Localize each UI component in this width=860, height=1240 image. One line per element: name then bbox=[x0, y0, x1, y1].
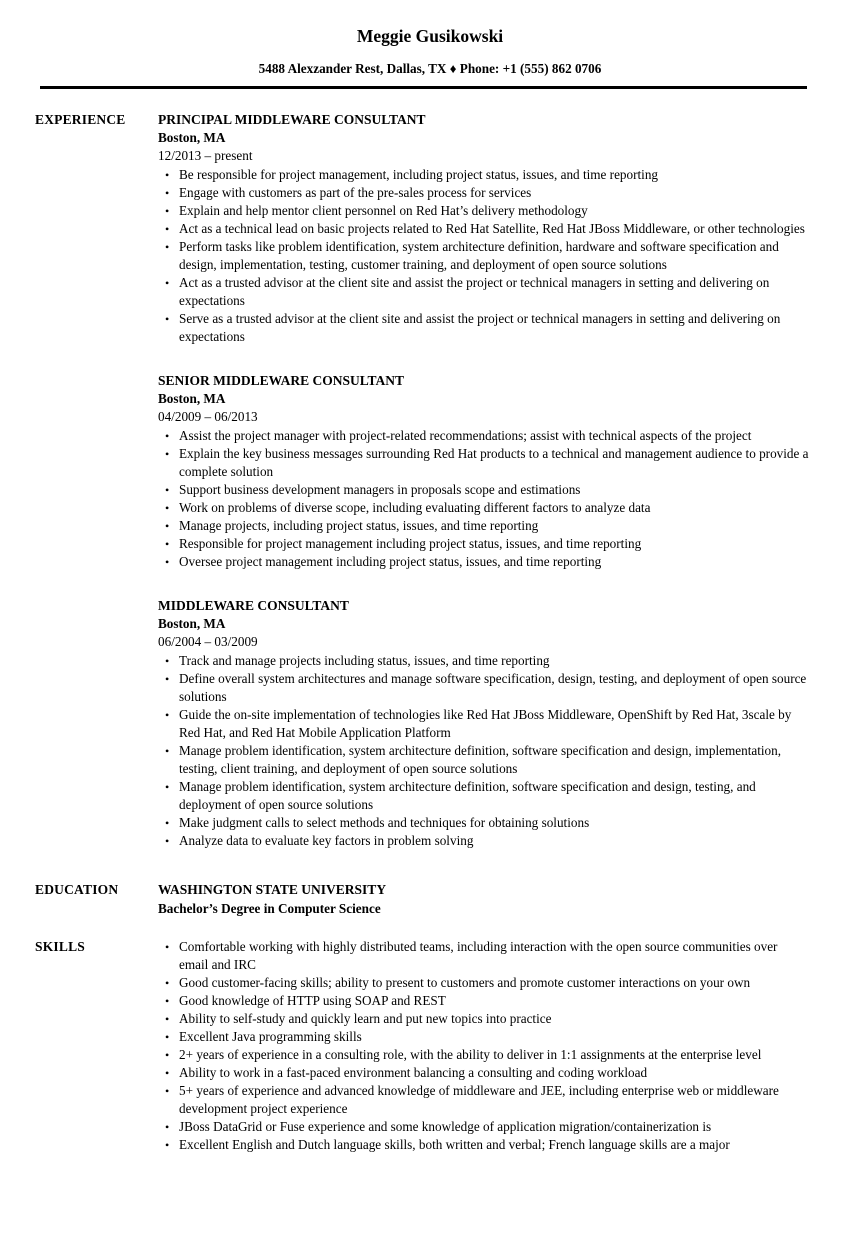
job-title: PRINCIPAL MIDDLEWARE CONSULTANT bbox=[158, 111, 426, 127]
bullet-item: • Good knowledge of HTTP using SOAP and REST bbox=[158, 992, 810, 1010]
bullet-item: • Serve as a trusted advisor at the client site and assist the project or technical managers in setting and delivering on expectations bbox=[158, 310, 810, 346]
bullet-item: • Be responsible for project management, including project status, issues, and time reporting bbox=[158, 166, 810, 184]
bullet-item: • Make judgment calls to select methods and techniques for obtaining solutions bbox=[158, 814, 810, 832]
experience-content bbox=[158, 110, 810, 850]
bullet-item: • Engage with customers as part of the pre-sales process for services bbox=[158, 184, 810, 202]
bullet-item: • Support business development managers in proposals scope and estimations bbox=[158, 481, 810, 499]
job-entry-principal-middleware-consultant bbox=[158, 110, 810, 346]
job-title: SENIOR MIDDLEWARE CONSULTANT bbox=[158, 372, 405, 388]
bullet-item: • Good customer-facing skills; ability to present to customers and promote customer interactions on your own bbox=[158, 974, 810, 992]
bullet-item: • Track and manage projects including status, issues, and time reporting bbox=[158, 652, 810, 670]
bullet-item: • Comfortable working with highly distributed teams, including interaction with the open source communities over email and IRC bbox=[158, 938, 810, 974]
bullet-item: • Manage projects, including project status, issues, and time reporting bbox=[158, 517, 810, 535]
degree: Bachelor’s Degree in Computer Science bbox=[158, 900, 381, 916]
bullet-item: • Ability to self-study and quickly learn and put new topics into practice bbox=[158, 1010, 810, 1028]
bullet-item: • Assist the project manager with project-related recommendations; assist with technical aspects of the project bbox=[158, 427, 810, 445]
bullet-item: • 2+ years of experience in a consulting role, with the ability to deliver in 1:1 assignments at the enterprise level bbox=[158, 1046, 810, 1064]
education-section bbox=[35, 880, 810, 918]
job-bullet-list bbox=[158, 166, 810, 346]
bullet-item: • Explain and help mentor client personnel on Red Hat’s delivery methodology bbox=[158, 202, 810, 220]
contact-line: 5488 Alexzander Rest, Dallas, TX ♦ Phone: +1 (555) 862 0706 bbox=[258, 61, 602, 76]
bullet-item: • Perform tasks like problem identification, system architecture definition, hardware and software specification and design, implementation, testing, customer training, and deployment of open source solutions bbox=[158, 238, 810, 274]
section-label-experience: EXPERIENCE bbox=[35, 111, 126, 127]
job-title: MIDDLEWARE CONSULTANT bbox=[158, 597, 349, 613]
resume-header bbox=[0, 0, 860, 89]
bullet-item: • Responsible for project management including project status, issues, and time reporting bbox=[158, 535, 810, 553]
bullet-item: • Manage problem identification, system architecture definition, software specification and design, testing, and deployment of open source solutions bbox=[158, 778, 810, 814]
bullet-item: • Act as a trusted advisor at the client site and assist the project or technical managers in setting and delivering on expectations bbox=[158, 274, 810, 310]
job-location: Boston, MA bbox=[158, 129, 226, 145]
section-label-education: EDUCATION bbox=[35, 881, 119, 897]
bullet-item: • Act as a technical lead on basic projects related to Red Hat Satellite, Red Hat JBoss Middleware, or other technologies bbox=[158, 220, 810, 238]
bullet-item: • Explain the key business messages surrounding Red Hat products to a technical and management audience to provide a complete solution bbox=[158, 445, 810, 481]
bullet-item: • 5+ years of experience and advanced knowledge of middleware and JEE, including enterprise web or middleware development project experience bbox=[158, 1082, 810, 1118]
job-dates: 04/2009 – 06/2013 bbox=[158, 408, 258, 424]
job-entry-senior-middleware-consultant bbox=[158, 371, 810, 571]
job-dates: 12/2013 – present bbox=[158, 147, 253, 163]
bullet-item: • Work on problems of diverse scope, including evaluating different factors to analyze data bbox=[158, 499, 810, 517]
bullet-item: • Manage problem identification, system architecture definition, software specification and design, implementation, testing, client training, and deployment of open source solutions bbox=[158, 742, 810, 778]
bullet-item: • Guide the on-site implementation of technologies like Red Hat JBoss Middleware, OpenShift by Red Hat, 3scale by Red Hat, and Red Hat Mobile Application Platform bbox=[158, 706, 810, 742]
bullet-item: • Excellent English and Dutch language skills, both written and verbal; French language skills are a major bbox=[158, 1136, 810, 1154]
skills-content bbox=[158, 937, 810, 1154]
person-name: Meggie Gusikowski bbox=[356, 26, 504, 46]
job-dates: 06/2004 – 03/2009 bbox=[158, 633, 258, 649]
bullet-item: • JBoss DataGrid or Fuse experience and some knowledge of application migration/containerization is bbox=[158, 1118, 810, 1136]
education-content bbox=[158, 880, 810, 918]
bullet-item: • Excellent Java programming skills bbox=[158, 1028, 810, 1046]
bullet-item: • Analyze data to evaluate key factors in problem solving bbox=[158, 832, 810, 850]
skills-section bbox=[35, 937, 810, 1154]
job-bullet-list bbox=[158, 427, 810, 571]
job-entry-middleware-consultant bbox=[158, 596, 810, 850]
resume-body bbox=[0, 89, 860, 1154]
experience-section bbox=[35, 110, 810, 850]
section-label-skills: SKILLS bbox=[35, 938, 85, 954]
bullet-item: • Define overall system architectures and manage software specification, design, testing, and deployment of open source solutions bbox=[158, 670, 810, 706]
job-location: Boston, MA bbox=[158, 390, 226, 406]
bullet-item: • Oversee project management including project status, issues, and time reporting bbox=[158, 553, 810, 571]
bullet-item: • Ability to work in a fast-paced environment balancing a consulting and coding workload bbox=[158, 1064, 810, 1082]
job-location: Boston, MA bbox=[158, 615, 226, 631]
school-name: WASHINGTON STATE UNIVERSITY bbox=[158, 881, 387, 897]
job-bullet-list bbox=[158, 652, 810, 850]
skills-bullet-list bbox=[158, 938, 810, 1154]
